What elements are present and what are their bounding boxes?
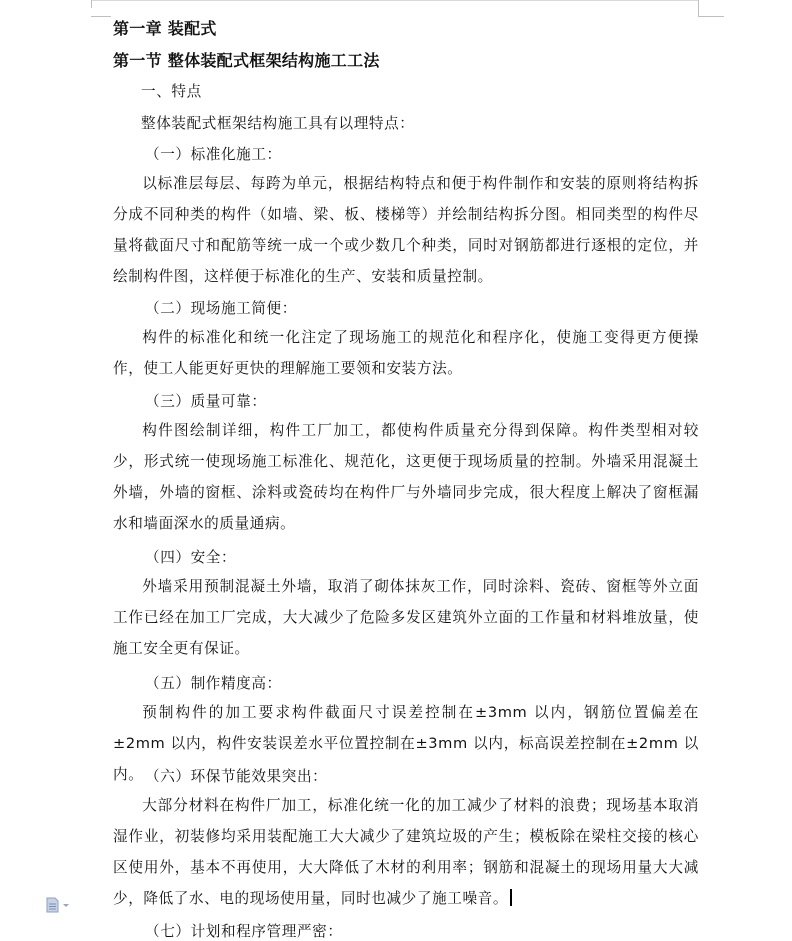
item-body: 以标准层每层、每跨为单元，根据结构特点和便于构件制作和安装的原则将结构拆分成不同种类的构件（如墙、梁、板、楼梯等）并绘制结构拆分图。相同类型的构件尽量将截面尺寸和配筋等统一成一个或少数几个种类，同时对钢筋都进行逐根的定位，并绘制构件图，这样便于标准化的生产、安装和质量控制。 [113,175,699,285]
intro-text: 整体装配式框架结构施工具有以理特点： [141,115,415,132]
item-body: 外墙采用预制混凝土外墙，取消了砌体抹灰工作，同时涂料、瓷砖、窗框等外立面工作已经在加工厂完成，大大减少了危险多发区建筑外立面的工作量和材料堆放量，使施工安全更有保证。 [113,578,699,657]
item-title: （二）现场施工简便： [145,300,297,317]
item-title: （六）环保节能效果突出： [145,768,328,785]
item-body: 构件图绘制详细，构件工厂加工，都使构件质量充分得到保障。构件类型相对较少，形式统一使现场施工标准化、规范化，这更便于现场质量的控制。外墙采用混凝土外墙，外墙的窗框、涂料或瓷砖均在构件厂与外墙同步完成，很大程度上解决了窗框漏水和墙面深水的质量通病。 [113,422,699,532]
page-top-border [92,0,698,1]
crop-mark [698,16,724,17]
item-title: （五）制作精度高： [145,675,282,692]
text-cursor [510,889,512,906]
crop-mark [91,0,92,8]
item-title: （一）标准化施工： [145,146,282,163]
heading-features: 一、特点 [141,83,202,100]
item-title: （七）计划和程序管理严密： [145,923,343,940]
document-icon[interactable] [46,897,72,913]
item-body-text: 大部分材料在构件厂加工，标准化统一化的加工减少了材料的浪费；现场基本取消湿作业，初装修均采用装配施工大大减少了建筑垃圾的产生；模板除在梁柱交接的核心区使用外，基本不再使用，大大降低了木材的利用率；钢筋和混凝土的现场用量大大减少，降低了水、电的现场使用量，同时也减少了施工噪音。 [113,797,699,907]
section-title: 第一节 整体装配式框架结构施工工法 [113,51,380,70]
item-title: （四）安全： [145,549,237,566]
crop-mark [91,16,111,17]
item-body: 构件的标准化和统一化注定了现场施工的规范化和程序化，使施工变得更方便操作，使工人能更好更快的理解施工要领和安装方法。 [113,329,699,377]
crop-mark [698,0,699,16]
item-body [113,790,699,914]
item-title: （三）质量可靠： [145,393,267,410]
item-body: 预制构件的加工要求构件截面尺寸误差控制在±3mm 以内，钢筋位置偏差在±2mm 以内，构件安装误差水平位置控制在±3mm 以内，标高误差控制在±2mm 以内。 [113,704,699,783]
chapter-title: 第一章 装配式 [113,19,217,38]
